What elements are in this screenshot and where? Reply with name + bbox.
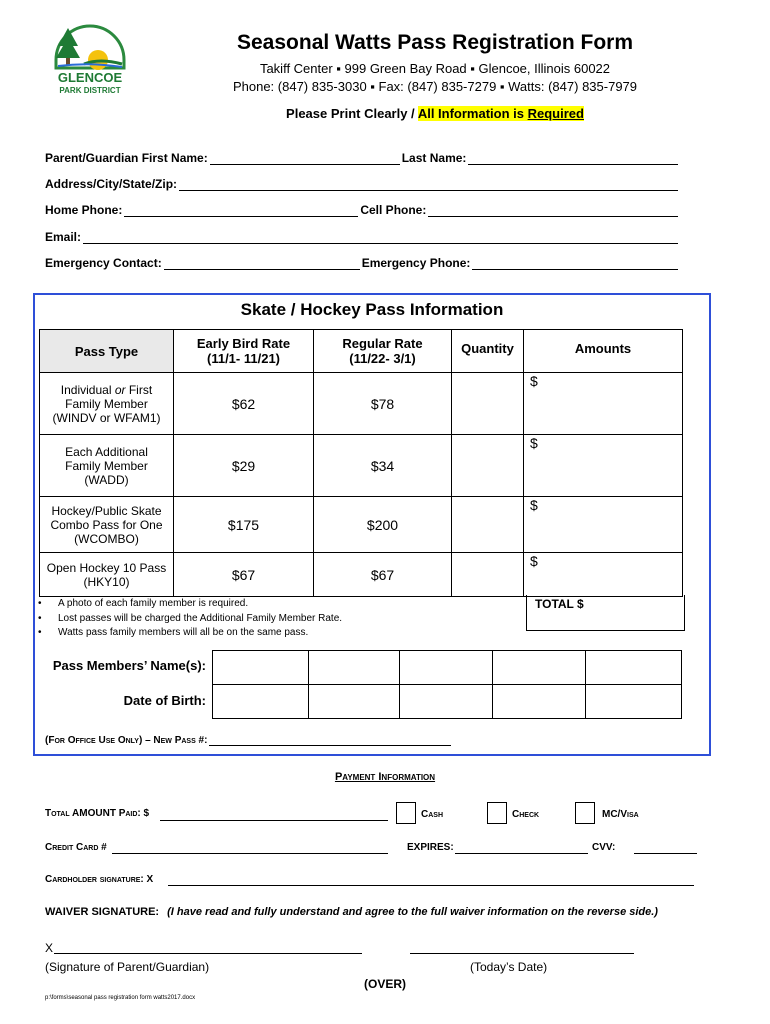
address-label: Address/City/State/Zip:	[45, 177, 178, 191]
expires-field[interactable]	[455, 853, 588, 854]
home-phone-label: Home Phone:	[45, 203, 123, 217]
print-clearly-note	[150, 106, 720, 121]
regular-price: $34	[314, 435, 452, 497]
glencoe-park-district-logo	[50, 20, 130, 98]
cardholder-signature-label: Cardholder signature: X	[45, 874, 154, 885]
amount-field[interactable]: $	[524, 435, 683, 497]
email-field[interactable]	[83, 231, 678, 244]
office-use-label: (For Office Use Only) – New Pass #:	[45, 735, 208, 746]
emergency-row	[45, 256, 680, 270]
total-field[interactable]: TOTAL $	[526, 595, 685, 631]
expires-label: EXPIRES:	[407, 842, 454, 853]
col-regular	[314, 330, 452, 373]
over-label: (OVER)	[364, 977, 406, 991]
member-dob-row	[213, 685, 682, 719]
logo-text-glencoe: GLENCOE	[57, 70, 123, 85]
check-checkbox[interactable]	[487, 802, 507, 824]
print-note-all-info: All Information is	[417, 106, 528, 121]
first-name-label: Parent/Guardian First Name:	[45, 151, 208, 165]
quantity-field[interactable]	[452, 553, 524, 597]
parent-signature-field[interactable]	[54, 953, 362, 954]
quantity-field[interactable]	[452, 373, 524, 435]
members-table	[212, 650, 682, 719]
email-row	[45, 230, 680, 244]
regular-label: Regular Rate	[342, 336, 423, 351]
print-note-prefix: Please Print Clearly /	[286, 106, 418, 121]
pass-type-line: Open Hockey 10 Pass	[46, 560, 167, 575]
waiver-text: (I have read and fully understand and agree to the full waiver information on the reverse side.)	[167, 906, 658, 918]
amount-field[interactable]: $	[524, 553, 683, 597]
early-bird-price: $29	[174, 435, 314, 497]
list-item: • A photo of each family member is required.	[38, 597, 342, 612]
new-pass-number-field[interactable]	[209, 735, 451, 746]
office-use-row	[45, 735, 453, 746]
emergency-phone-label: Emergency Phone:	[361, 256, 471, 270]
pass-type-cell	[40, 373, 174, 435]
emergency-phone-field[interactable]	[472, 257, 678, 270]
early-bird-label: Early Bird Rate	[196, 336, 291, 351]
waiver-label: WAIVER SIGNATURE:	[45, 906, 160, 918]
pass-type-code: (HKY10)	[83, 574, 130, 589]
table-row	[40, 435, 683, 497]
cell-phone-label: Cell Phone:	[360, 203, 427, 217]
name-row	[45, 151, 680, 165]
cash-label: Cash	[421, 809, 444, 820]
member-dob-field[interactable]	[213, 685, 309, 719]
amount-field[interactable]: $	[524, 373, 683, 435]
quantity-field[interactable]	[452, 497, 524, 553]
todays-date-field[interactable]	[410, 953, 634, 954]
pass-info-title: Skate / Hockey Pass Information	[240, 300, 504, 319]
file-path-footer: p:\forms\seasonal pass registration form watts2017.docx	[45, 995, 196, 1001]
col-pass-type: Pass Type	[40, 330, 174, 373]
home-phone-field[interactable]	[124, 204, 358, 217]
amount-field[interactable]: $	[524, 497, 683, 553]
signature-parent-label: (Signature of Parent/Guardian)	[45, 960, 210, 974]
pass-type-line: Family Member	[65, 396, 148, 411]
list-item: • Watts pass family members will all be on the same pass.	[38, 626, 342, 641]
member-name-field[interactable]	[213, 651, 309, 685]
regular-price: $200	[314, 497, 452, 553]
phone-row	[45, 203, 680, 217]
first-name-field[interactable]	[210, 152, 400, 165]
pass-type-line: Hockey/Public Skate	[51, 503, 162, 518]
early-bird-dates: (11/1- 11/21)	[207, 351, 280, 366]
cell-phone-field[interactable]	[428, 204, 678, 217]
table-row	[40, 373, 683, 435]
pass-type-line: Combo Pass for One	[50, 517, 163, 532]
logo-text-park-district: PARK DISTRICT	[59, 86, 121, 95]
waiver-row	[45, 906, 658, 918]
pass-type-line: Each Additional	[65, 444, 148, 459]
table-row	[40, 553, 683, 597]
email-label: Email:	[45, 230, 82, 244]
signature-x: X	[45, 941, 54, 955]
or-emphasis: or	[114, 382, 126, 397]
quantity-field[interactable]	[452, 435, 524, 497]
cvv-label: CVV:	[592, 842, 616, 853]
cvv-field[interactable]	[634, 853, 697, 854]
member-name-field[interactable]	[309, 651, 400, 685]
member-dob-field[interactable]	[400, 685, 493, 719]
pass-members-label: Pass Members’ Name(s):	[52, 658, 206, 673]
early-bird-price: $67	[174, 553, 314, 597]
col-quantity: Quantity	[452, 330, 524, 373]
early-bird-price: $62	[174, 373, 314, 435]
check-label: Check	[512, 809, 540, 820]
member-dob-field[interactable]	[586, 685, 682, 719]
pass-table-header	[40, 330, 683, 373]
member-name-field[interactable]	[400, 651, 493, 685]
credit-card-field[interactable]	[112, 853, 388, 854]
contact-phones: Phone: (847) 835-3030 ▪ Fax: (847) 835-7279 ▪ Watts: (847) 835-7979	[232, 79, 638, 94]
pass-table	[39, 329, 683, 597]
early-bird-price: $175	[174, 497, 314, 553]
member-dob-field[interactable]	[493, 685, 586, 719]
col-early-bird	[174, 330, 314, 373]
payment-info-title: Payment Information	[334, 771, 436, 783]
regular-price: $67	[314, 553, 452, 597]
pass-type-cell	[40, 553, 174, 597]
regular-dates: (11/22- 3/1)	[349, 351, 416, 366]
pass-notes-list	[38, 597, 342, 641]
pass-type-cell	[40, 435, 174, 497]
print-note-highlight	[418, 106, 584, 121]
member-dob-field[interactable]	[309, 685, 400, 719]
member-name-field[interactable]	[586, 651, 682, 685]
last-name-field[interactable]	[468, 152, 678, 165]
date-of-birth-label: Date of Birth:	[123, 693, 206, 708]
last-name-label: Last Name:	[401, 151, 467, 165]
credit-card-label: Credit Card #	[45, 842, 107, 853]
col-amounts: Amounts	[524, 330, 683, 373]
pass-type-cell	[40, 497, 174, 553]
form-title: Seasonal Watts Pass Registration Form	[237, 31, 633, 54]
address-field[interactable]	[179, 178, 678, 191]
center-address: Takiff Center ▪ 999 Green Bay Road ▪ Glencoe, Illinois 60022	[259, 61, 611, 76]
cash-checkbox[interactable]	[396, 802, 416, 824]
list-item: • Lost passes will be charged the Additional Family Member Rate.	[38, 612, 342, 627]
mc-visa-label: MC/Visa	[602, 809, 639, 820]
pass-type-line: Family Member	[65, 458, 148, 473]
pass-type-code: (WADD)	[84, 472, 129, 487]
pass-type-line: Individual or First	[60, 382, 153, 397]
pass-type-code: (WINDV or WFAM1)	[52, 410, 161, 425]
regular-price: $78	[314, 373, 452, 435]
member-name-field[interactable]	[493, 651, 586, 685]
total-paid-label: Total AMOUNT Paid: $	[45, 808, 150, 819]
address-row	[45, 177, 680, 191]
todays-date-label: (Today’s Date)	[470, 960, 548, 974]
total-paid-field[interactable]	[160, 820, 388, 821]
emergency-contact-label: Emergency Contact:	[45, 256, 162, 270]
cardholder-signature-field[interactable]	[168, 885, 694, 886]
member-names-row	[213, 651, 682, 685]
mc-visa-checkbox[interactable]	[575, 802, 595, 824]
print-note-required: Required	[527, 106, 584, 121]
table-row	[40, 497, 683, 553]
pass-type-code: (WCOMBO)	[74, 531, 139, 546]
emergency-contact-field[interactable]	[164, 257, 360, 270]
